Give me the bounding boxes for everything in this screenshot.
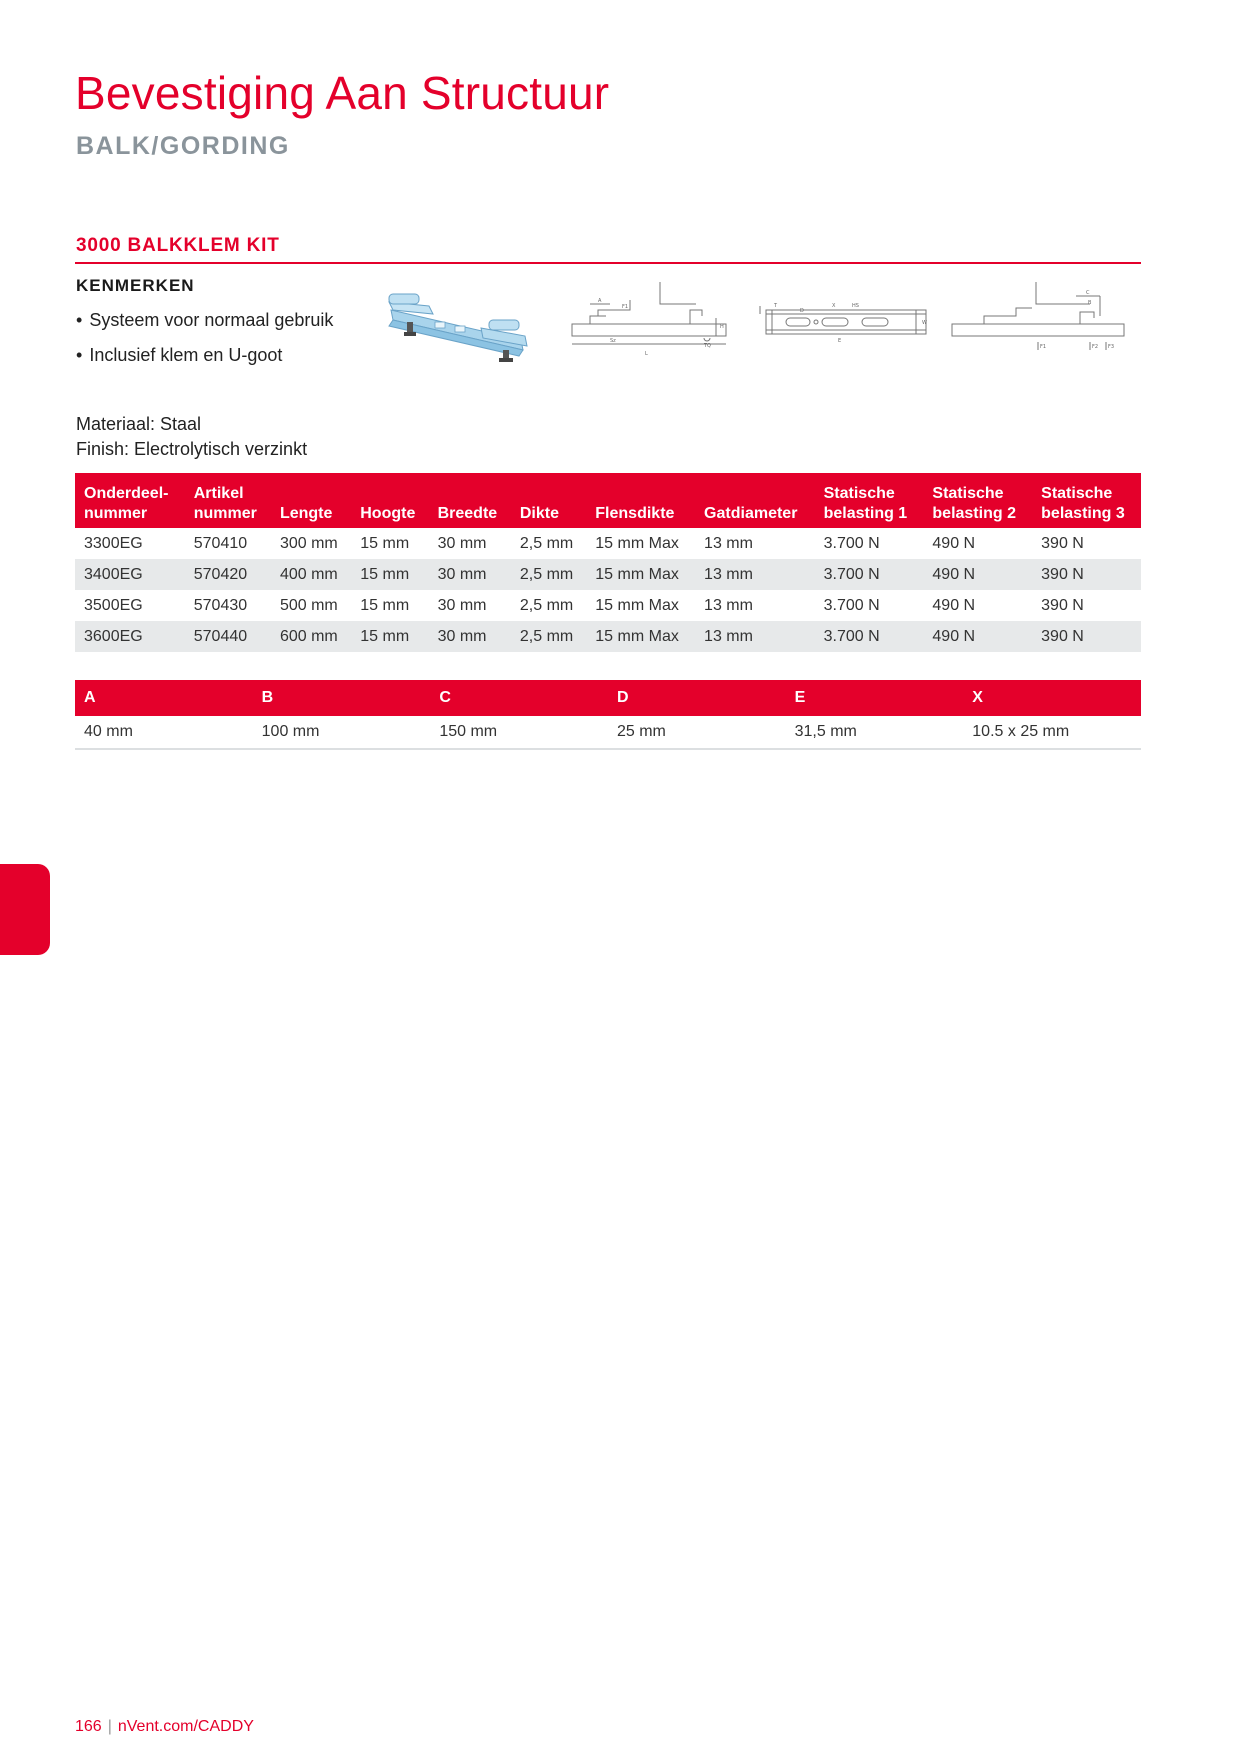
table-cell: 15 mm xyxy=(351,528,428,559)
table-cell: 150 mm xyxy=(430,716,608,749)
load-view-drawing xyxy=(950,280,1130,360)
table-cell: 15 mm Max xyxy=(586,621,695,652)
page-footer xyxy=(75,1718,254,1736)
column-header: Lengte xyxy=(271,473,351,528)
chapter-side-tab xyxy=(0,864,50,955)
table-cell: 390 N xyxy=(1032,528,1141,559)
table-header-row xyxy=(75,680,1141,716)
dim-label: HS xyxy=(852,303,859,309)
dim-label: TQ xyxy=(704,343,711,349)
column-header: Onderdeel- nummer xyxy=(75,473,185,528)
table-cell: 300 mm xyxy=(271,528,351,559)
table-cell: 600 mm xyxy=(271,621,351,652)
table-cell: 390 N xyxy=(1032,559,1141,590)
dim-label: A xyxy=(598,298,602,304)
table-cell: 3600EG xyxy=(75,621,185,652)
page-subtitle: BALK/GORDING xyxy=(76,132,290,160)
table-row xyxy=(75,559,1141,590)
table-cell: 30 mm xyxy=(429,590,511,621)
column-header: Statische belasting 2 xyxy=(923,473,1032,528)
page-number: 166 xyxy=(75,1718,102,1735)
column-header: Gatdiameter xyxy=(695,473,815,528)
dim-label: F2 xyxy=(1092,344,1099,350)
features-list xyxy=(76,308,333,378)
table-cell: 490 N xyxy=(923,590,1032,621)
table-cell: 30 mm xyxy=(429,559,511,590)
dim-label: H xyxy=(720,324,724,330)
dim-label: E xyxy=(838,338,842,344)
table-cell: 570410 xyxy=(185,528,271,559)
dim-label: X xyxy=(832,303,836,309)
table-cell: 3300EG xyxy=(75,528,185,559)
table-cell: 570440 xyxy=(185,621,271,652)
features-heading: KENMERKEN xyxy=(76,276,195,295)
table-cell: 2,5 mm xyxy=(511,590,586,621)
dim-label: F3 xyxy=(1108,344,1115,350)
column-header: E xyxy=(786,680,964,716)
dimensions-table xyxy=(75,680,1141,750)
table-row xyxy=(75,621,1141,652)
table-cell: 3.700 N xyxy=(815,559,924,590)
page-title: Bevestiging Aan Structuur xyxy=(75,67,610,119)
table-cell: 31,5 mm xyxy=(786,716,964,749)
table-cell: 13 mm xyxy=(695,528,815,559)
beam-clamp-kit-image xyxy=(385,288,535,368)
table-row xyxy=(75,716,1141,749)
table-cell: 30 mm xyxy=(429,528,511,559)
dim-label: L xyxy=(645,351,648,357)
table-cell: 500 mm xyxy=(271,590,351,621)
dim-label: B xyxy=(1088,300,1092,306)
table-cell: 100 mm xyxy=(253,716,431,749)
table-cell: 570430 xyxy=(185,590,271,621)
table-cell: 2,5 mm xyxy=(511,559,586,590)
table-cell: 15 mm Max xyxy=(586,528,695,559)
specifications-table xyxy=(75,473,1141,652)
finish-text: Finish: Electrolytisch verzinkt xyxy=(76,439,308,459)
table-cell: 3400EG xyxy=(75,559,185,590)
dim-label: C xyxy=(1086,290,1090,296)
side-view-drawing xyxy=(570,280,730,360)
material-info xyxy=(76,412,307,462)
table-cell: 3500EG xyxy=(75,590,185,621)
table-cell: 15 mm xyxy=(351,590,428,621)
table-cell: 390 N xyxy=(1032,621,1141,652)
table-cell: 2,5 mm xyxy=(511,621,586,652)
table-cell: 400 mm xyxy=(271,559,351,590)
table-cell: 3.700 N xyxy=(815,621,924,652)
column-header: Flensdikte xyxy=(586,473,695,528)
table-cell: 490 N xyxy=(923,621,1032,652)
column-header: Artikel nummer xyxy=(185,473,271,528)
feature-item: • Systeem voor normaal gebruik xyxy=(76,308,333,343)
column-header: C xyxy=(430,680,608,716)
column-header: Statische belasting 3 xyxy=(1032,473,1141,528)
dim-label: W xyxy=(922,320,927,326)
table-cell: 15 mm xyxy=(351,559,428,590)
column-header: Dikte xyxy=(511,473,586,528)
table-cell: 15 mm Max xyxy=(586,559,695,590)
dim-label: Sz xyxy=(610,338,616,344)
table-cell: 30 mm xyxy=(429,621,511,652)
table-cell: 13 mm xyxy=(695,590,815,621)
dim-label: D xyxy=(800,308,804,314)
product-name: 3000 BALKKLEM KIT xyxy=(76,235,280,256)
table-cell: 3.700 N xyxy=(815,590,924,621)
section-divider xyxy=(75,262,1141,264)
dim-label: F1 xyxy=(1040,344,1047,350)
dim-label: F1 xyxy=(622,304,629,310)
table-cell: 40 mm xyxy=(75,716,253,749)
table-cell: 490 N xyxy=(923,559,1032,590)
footer-link[interactable]: nVent.com/CADDY xyxy=(117,1718,254,1735)
table-cell: 25 mm xyxy=(608,716,786,749)
column-header: Breedte xyxy=(429,473,511,528)
table-cell: 15 mm xyxy=(351,621,428,652)
top-view-drawing xyxy=(756,280,936,360)
feature-item: • Inclusief klem en U-goot xyxy=(76,343,333,378)
column-header: D xyxy=(608,680,786,716)
footer-separator: | xyxy=(107,1718,112,1735)
table-cell: 390 N xyxy=(1032,590,1141,621)
column-header: Hoogte xyxy=(351,473,428,528)
column-header: B xyxy=(253,680,431,716)
table-row xyxy=(75,528,1141,559)
table-cell: 13 mm xyxy=(695,559,815,590)
table-header-row xyxy=(75,473,1141,528)
table-cell: 490 N xyxy=(923,528,1032,559)
table-cell: 10.5 x 25 mm xyxy=(963,716,1141,749)
table-cell: 15 mm Max xyxy=(586,590,695,621)
column-header: X xyxy=(963,680,1141,716)
table-cell: 2,5 mm xyxy=(511,528,586,559)
table-row xyxy=(75,590,1141,621)
column-header: A xyxy=(75,680,253,716)
table-cell: 570420 xyxy=(185,559,271,590)
dim-label: T xyxy=(774,303,778,309)
material-text: Materiaal: Staal xyxy=(76,414,202,434)
table-cell: 13 mm xyxy=(695,621,815,652)
table-cell: 3.700 N xyxy=(815,528,924,559)
column-header: Statische belasting 1 xyxy=(815,473,924,528)
